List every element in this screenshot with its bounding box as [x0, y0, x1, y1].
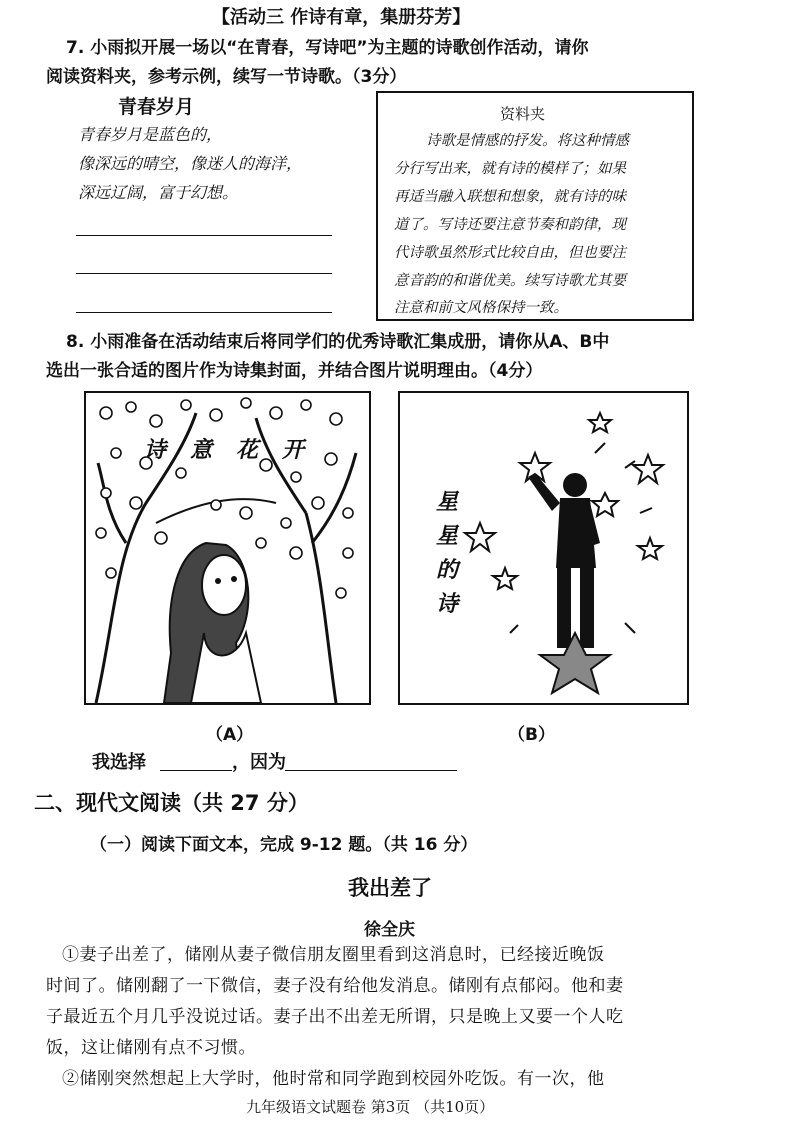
- page-footer: 九年级语文试题卷 第3页 （共10页）: [246, 1098, 495, 1116]
- poem-title: 青春岁月: [118, 96, 195, 118]
- image-a-caption: （A）: [206, 725, 254, 745]
- banner-b-char-1: 星: [435, 489, 458, 515]
- poem-line-3: 深远辽阔，富于幻想。: [78, 183, 239, 202]
- folder-line-1: 诗歌是情感的抒发。将这种情感: [426, 133, 629, 149]
- banner-b-char-2: 星: [435, 523, 458, 549]
- poem-line-2: 像深远的晴空，像迷人的海洋，: [78, 154, 303, 173]
- poem-answer-line-1[interactable]: [76, 235, 332, 236]
- banner-b-char-4: 诗: [435, 591, 458, 617]
- folder-line-3: 再适当融入联想和想象，就有诗的味: [394, 189, 626, 205]
- p1-line-2: 时间了。储刚翻了一下微信，妻子没有给他发消息。储刚有点郁闷。他和妻: [46, 976, 624, 996]
- choose-answer-line[interactable]: [160, 770, 232, 771]
- q7-line1: 7. 小雨拟开展一场以“在青春，写诗吧”为主题的诗歌创作活动，请你: [66, 38, 589, 58]
- p2-line-1: ②储刚突然想起上大学时，他时常和同学跑到校园外吃饭。有一次，他: [62, 1069, 605, 1089]
- paragraph-1: [46, 940, 756, 1095]
- banner-a-char-2: 意: [190, 437, 237, 463]
- q8-line2: 选出一张合适的图片作为诗集封面，并结合图片说明理由。（4分）: [46, 361, 543, 381]
- image-a-banner: [144, 433, 328, 464]
- because-label: ，因为: [232, 752, 286, 773]
- p1-line-1: ①妻子出差了，储刚从妻子微信朋友圈里看到这消息时，已经接近晚饭: [62, 945, 605, 965]
- folder-line-7: 注意和前文风格保持一致。: [394, 300, 568, 316]
- poem-answer-line-3[interactable]: [76, 312, 332, 313]
- article-title: 我出差了: [348, 876, 432, 900]
- folder-line-6: 意音韵的和谐优美。续写诗歌尤其要: [394, 273, 626, 289]
- material-folder: [376, 91, 694, 321]
- cover-image-a[interactable]: [84, 391, 371, 705]
- p1-line-3: 子最近五个月几乎没说过话。妻子出不出差无所谓，只是晚上又要一个人吃: [46, 1007, 624, 1027]
- banner-a-char-1: 诗: [144, 437, 191, 463]
- poem-answer-line-2[interactable]: [76, 273, 332, 274]
- folder-line-2: 分行写出来，就有诗的模样了；如果: [394, 161, 626, 177]
- cover-image-b[interactable]: [398, 391, 689, 705]
- folder-title: 资料夹: [500, 105, 546, 123]
- image-b-caption: （B）: [508, 725, 555, 745]
- folder-line-4: 道了。写诗还要注意节奏和韵律，现: [394, 217, 626, 233]
- banner-a-char-3: 花: [236, 437, 283, 463]
- poem-line-1: 青春岁月是蓝色的，: [78, 125, 223, 144]
- reason-answer-line[interactable]: [285, 770, 457, 771]
- folder-line-5: 代诗歌虽然形式比较自由，但也要注: [394, 245, 626, 261]
- q8-line1: 8. 小雨准备在活动结束后将同学们的优秀诗歌汇集成册，请你从A、B中: [66, 332, 610, 352]
- activity-header: 【活动三 作诗有章，集册芬芳】: [212, 7, 471, 28]
- article-author: 徐全庆: [364, 920, 415, 940]
- q7-line2: 阅读资料夹，参考示例，续写一节诗歌。（3分）: [46, 67, 407, 87]
- image-b-banner: [432, 485, 462, 621]
- banner-a-char-4: 开: [282, 437, 329, 463]
- section-title: 二、现代文阅读（共 27 分）: [34, 791, 309, 815]
- banner-b-char-3: 的: [435, 557, 458, 583]
- section-subtitle: （一）阅读下面文本，完成 9-12 题。（共 16 分）: [90, 835, 478, 855]
- choose-label: 我选择: [92, 752, 146, 773]
- p1-line-4: 饭，这让储刚有点不习惯。: [46, 1038, 256, 1058]
